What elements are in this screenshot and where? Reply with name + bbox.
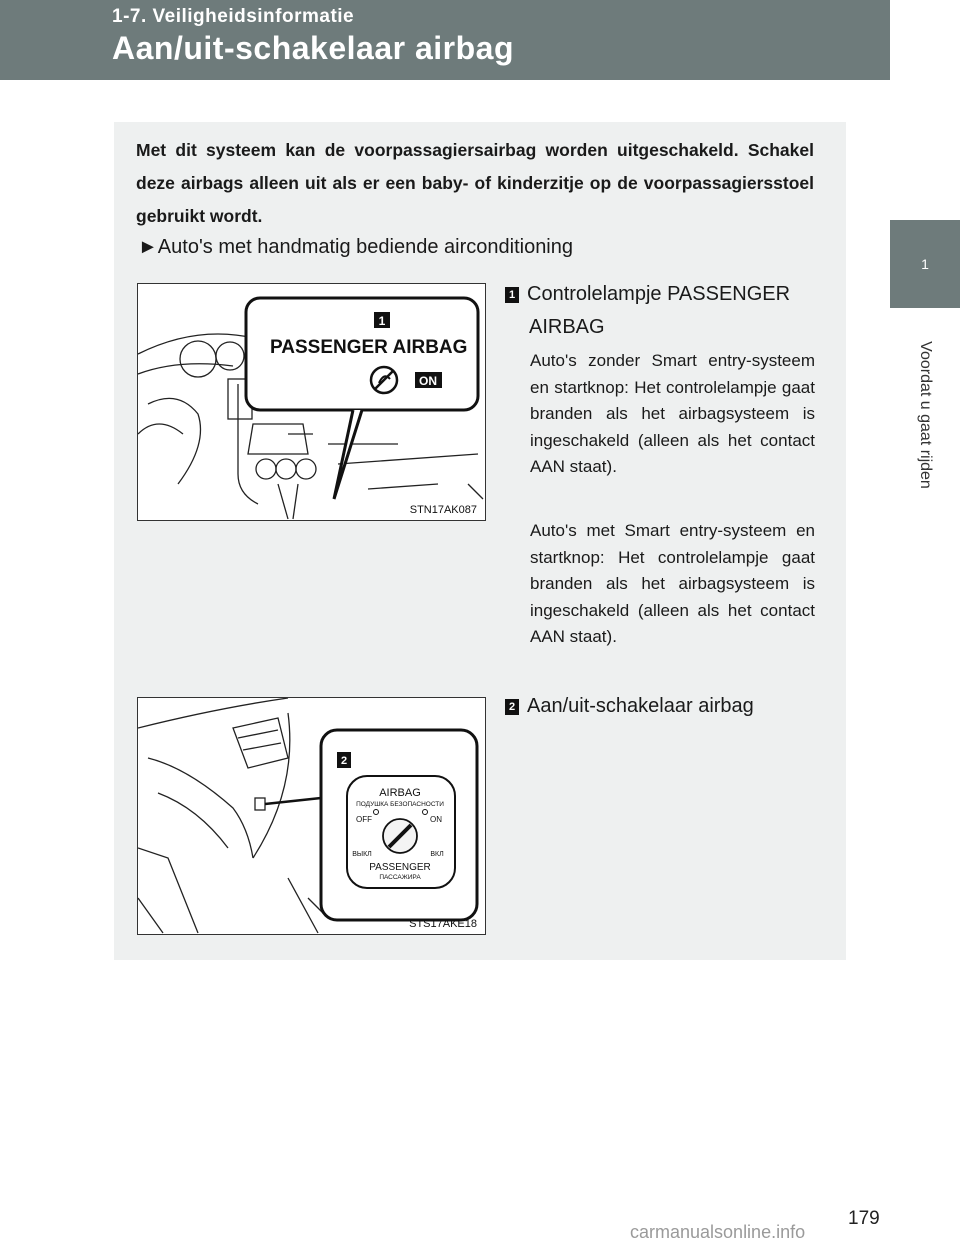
page-title: Aan/uit-schakelaar airbag [112,30,514,66]
switch-title: AIRBAG [379,787,421,799]
subheading: ►Auto's met handmatig bediende airconditioning [138,236,573,258]
key-slot-dial[interactable] [383,819,417,853]
switch-on-label-ru: ВКЛ [430,851,444,858]
figure-airbag-switch [137,697,486,935]
switch-illustration [138,698,485,934]
watermark: carmanualsonline.info [630,1222,806,1242]
switch-on-label: ON [430,815,442,824]
figure-dashboard [137,283,486,521]
item1-paragraph-2: Auto's met Smart entry-systeem en startknop: Het controlelampje gaat branden als het airbagsysteem is ingeschakeld (alleen als het contact AAN staat). [530,521,815,646]
chapter-number: 1 [921,256,929,272]
indicator-on-label: ON [419,374,437,388]
item2-number-badge: 2 [505,699,519,715]
item1-paragraph-1: Auto's zonder Smart entry-systeem en startknop: Het controlelampje gaat branden als het airbagsysteem is ingeschakeld (alleen als het contact AAN staat). [530,351,815,476]
item1-heading [505,278,817,344]
indicator-text: PASSENGER AIRBAG [270,337,468,358]
intro-paragraph: Met dit systeem kan de voorpassagiersairbag worden uitgeschakeld. Schakel deze airbags alleen uit als er een baby- of kinderzitje op de voorpassagiersstoel gebruikt wordt. [136,140,814,226]
figure1-label-number: 1 [378,314,386,328]
dashboard-illustration [138,284,485,520]
item2-title-line1: Aan/uit-schakelaar airbag [527,695,754,717]
item2-heading [505,690,817,723]
figure2-code: STS17AKE18 [409,918,477,930]
switch-off-label-ru: ВЫКЛ [352,851,372,858]
item1-title-line1: Controlelampje PASSENGER [527,283,791,305]
item1-number-badge: 1 [505,287,519,303]
figure2-label-number: 2 [340,755,348,767]
switch-title-ru: ПОДУШКА БЕЗОПАСНОСТИ [356,801,444,808]
switch-passenger-label-ru: ПАССАЖИРА [379,874,421,881]
item1-title-line2: AIRBAG [529,316,605,338]
switch-off-label: OFF [356,815,372,824]
page-number: 179 [848,1208,880,1229]
chapter-tab[interactable] [890,220,960,308]
figure1-code: STN17AK087 [409,504,477,516]
chapter-title: Voordat u gaat rijden [917,341,934,489]
section-label: 1-7. Veiligheidsinformatie [112,6,355,27]
switch-passenger-label: PASSENGER [369,862,431,873]
